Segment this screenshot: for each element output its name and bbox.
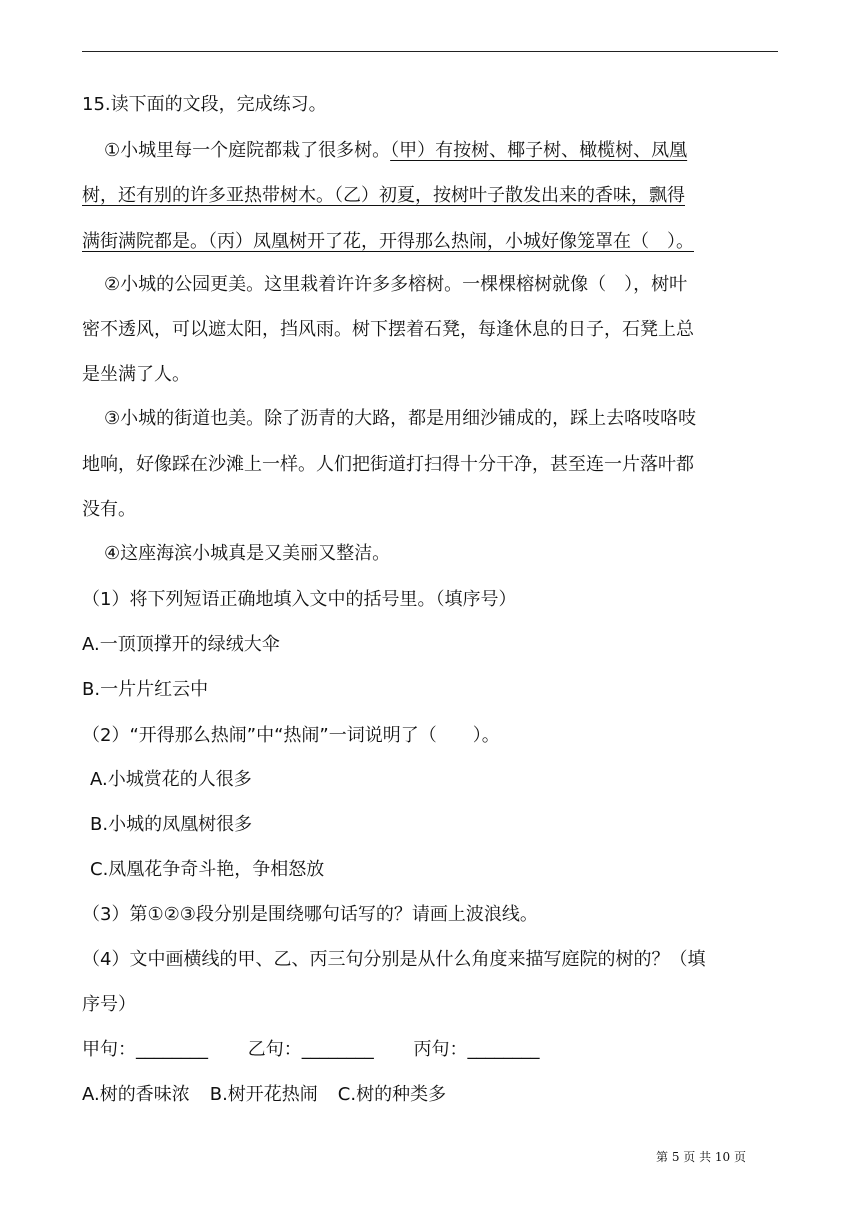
answer-blank-yi[interactable]: ________ [301, 1039, 374, 1060]
passage-line: 密不透风，可以遮太阳，挡风雨。树下摆着石凳，每逢休息的日子，石凳上总 [82, 319, 694, 340]
question-title: 15.读下面的文段，完成练习。 [82, 94, 327, 115]
q2-option-a: A.小城赏花的人很多 [90, 769, 252, 790]
passage-line: ④这座海滨小城真是又美丽又整洁。 [104, 543, 391, 564]
q4-option-b: B.树开花热闹 [209, 1084, 318, 1105]
q2-prompt: （2）“开得那么热闹”中“热闹”一词说明了（ ）。 [82, 725, 500, 746]
q3-prompt: （3）第①②③段分别是围绕哪句话写的？请画上波浪线。 [82, 904, 538, 925]
label-bing: 丙句： [413, 1039, 468, 1060]
underlined-sentence: （甲）有按树、椰子树、橄榄树、凤凰 [390, 140, 688, 161]
page-footer: 第 5 页 共 10 页 [656, 1150, 746, 1164]
q2-option-b: B.小城的凤凰树很多 [90, 814, 253, 835]
passage-line: ②小城的公园更美。这里栽着许许多多榕树。一棵棵榕树就像（ ），树叶 [104, 274, 688, 295]
passage-text: ①小城里每一个庭院都栽了很多树。 [104, 140, 391, 161]
passage-line [104, 139, 687, 163]
q4-option-a: A.树的香味浓 [82, 1084, 190, 1105]
q4-answer-row [82, 1038, 547, 1062]
passage-line: ③小城的街道也美。除了沥青的大路，都是用细沙铺成的，踩上去咯吱咯吱 [104, 408, 697, 429]
passage-line-underlined: 树，还有别的许多亚热带树木。（乙）初夏，按树叶子散发出来的香味，飘得 [82, 185, 685, 206]
answer-blank-jia[interactable]: ________ [136, 1039, 208, 1060]
passage-line: 没有。 [82, 499, 136, 520]
header-rule [82, 51, 778, 52]
label-jia: 甲句： [82, 1039, 136, 1060]
passage-line: 是坐满了人。 [82, 364, 190, 385]
q1-option-a: A.一顶顶撑开的绿绒大伞 [82, 634, 280, 655]
answer-blank-bing[interactable]: ________ [467, 1039, 540, 1060]
passage-line: 地响，好像踩在沙滩上一样。人们把街道打扫得十分干净，甚至连一片落叶都 [82, 454, 694, 475]
q4-prompt: 序号） [82, 994, 136, 1015]
q4-prompt: （4）文中画横线的甲、乙、丙三句分别是从什么角度来描写庭院的树的？（填 [82, 949, 706, 970]
passage-line-underlined: 满街满院都是。（丙）凤凰树开了花，开得那么热闹，小城好像笼罩在（ ）。 [82, 231, 694, 252]
q1-option-b: B.一片片红云中 [82, 679, 209, 700]
q2-option-c: C.凤凰花争奇斗艳，争相怒放 [90, 859, 325, 880]
q1-prompt: （1）将下列短语正确地填入文中的括号里。（填序号） [82, 589, 517, 610]
q4-options-row [82, 1083, 446, 1107]
q4-option-c: C.树的种类多 [337, 1084, 447, 1105]
label-yi: 乙句： [247, 1039, 302, 1060]
